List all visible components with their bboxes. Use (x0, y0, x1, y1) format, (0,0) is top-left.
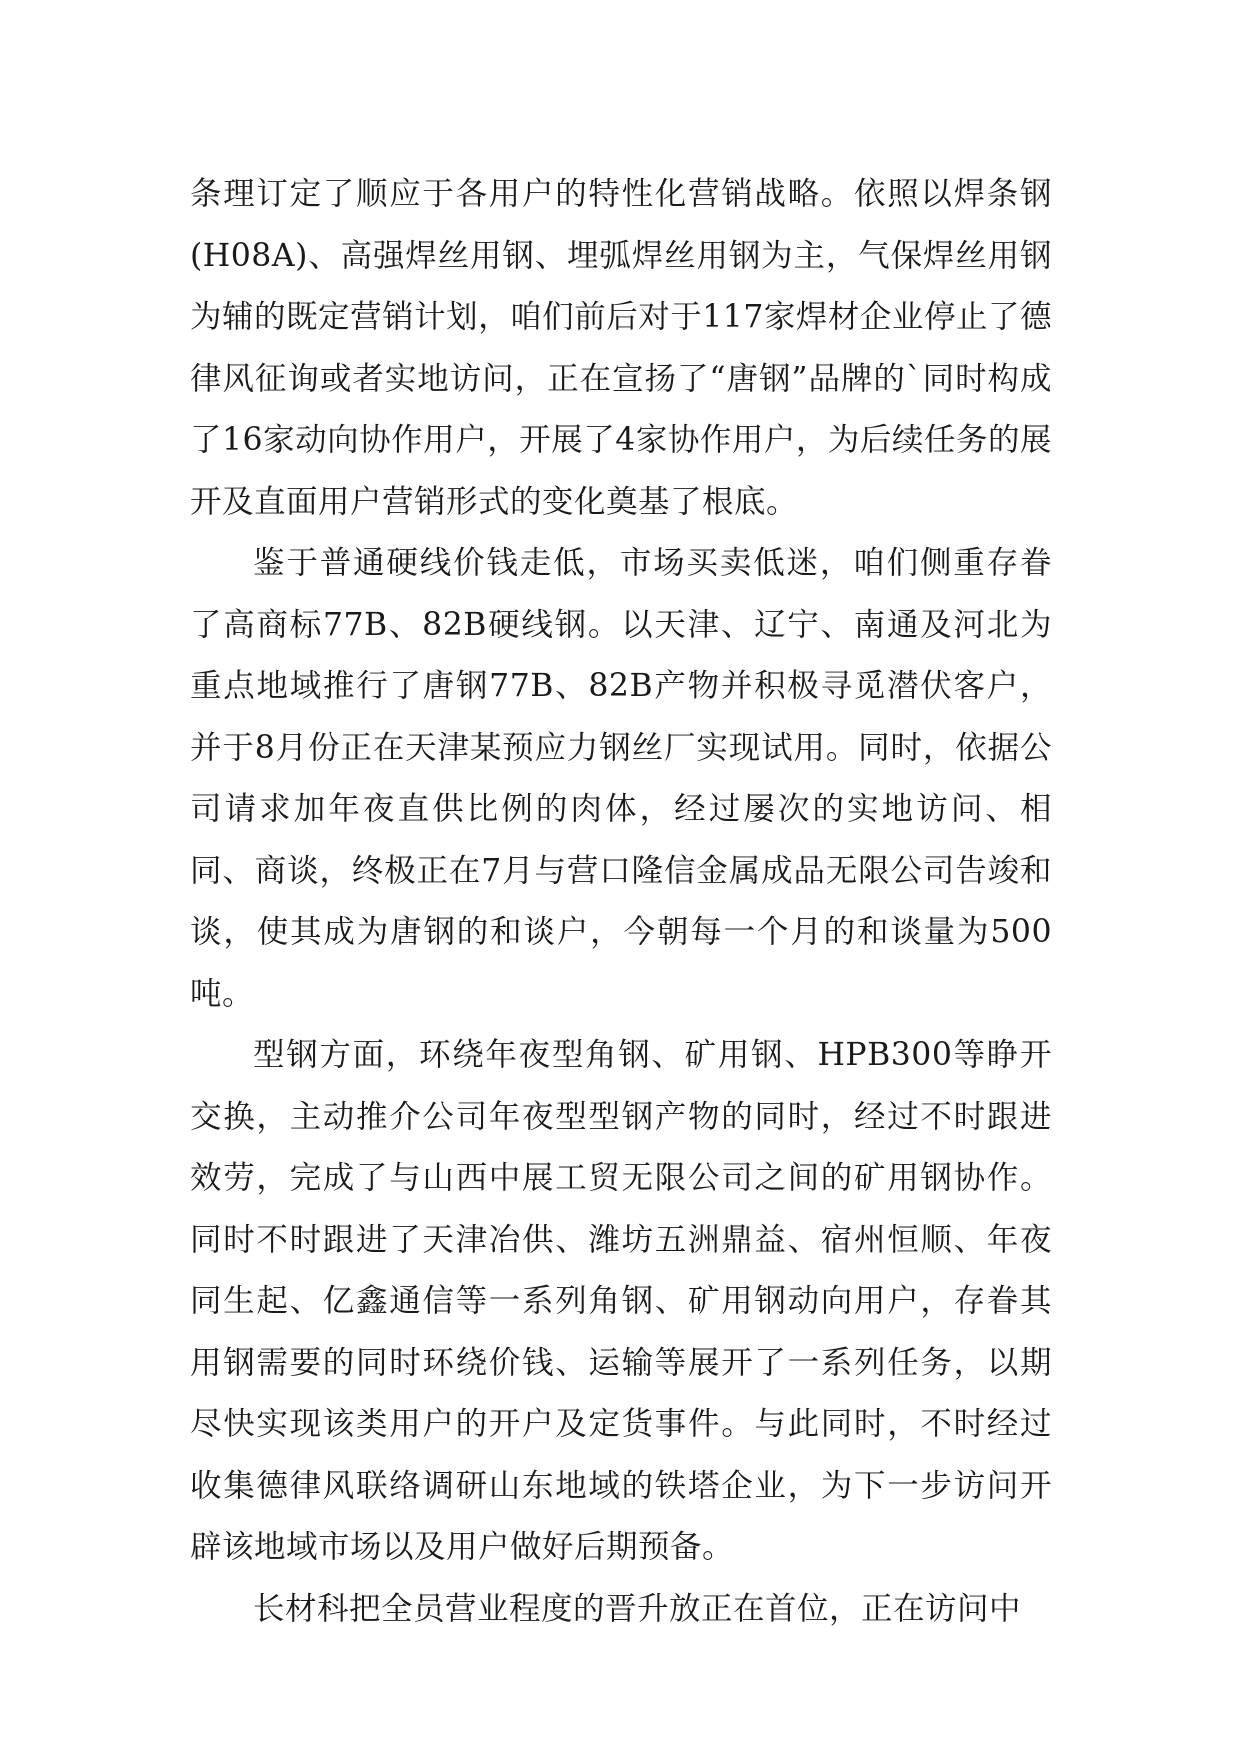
paragraph-section-steel: 型钢方面，环绕年夜型角钢、矿用钢、HPB300等睁开交换，主动推介公司年夜型型钢产物的同时，经过不时跟进效劳，完成了与山西中展工贸无限公司之间的矿用钢协作。同时不时跟进了天津冶供、潍坊五洲鼎益、宿州恒顺、年夜同生起、亿鑫通信等一系列角钢、矿用钢动向用户，存眷其用钢需要的同时环绕价钱、运输等展开了一系列任务，以期尽快实现该类用户的开户及定货事件。与此同时，不时经过收集德律风联络调研山东地域的铁塔企业，为下一步访问开辟该地域市场以及用户做好后期预备。 (190, 1037, 1052, 1565)
paragraph-hard-wire-steel: 鉴于普通硬线价钱走低，市场买卖低迷，咱们侧重存眷了高商标77B、82B硬线钢。以天津、辽宁、南通及河北为重点地域推行了唐钢77B、82B产物并积极寻觅潜伏客户，并于8月份正在天津某预应力钢丝厂实现试用。同时，依据公司请求加年夜直供比例的肉体，经过屡次的实地访问、相同、商谈，终极正在7月与营口隆信金属成品无限公司告竣和谈，使其成为唐钢的和谈户，今朝每一个月的和谈量为500吨。 (190, 545, 1052, 1012)
document-body (190, 164, 1052, 1640)
paragraph-long-materials: 长材科把全员营业程度的晋升放正在首位，正在访问中 (253, 1590, 1022, 1627)
paragraph-welding-steel: 条理订定了顺应于各用户的特性化营销战略。依照以焊条钢(H08A)、高强焊丝用钢、埋弧焊丝用钢为主，气保焊丝用钢为辅的既定营销计划，咱们前后对于117家焊材企业停止了德律风征询或者实地访问，正在宣扬了“唐钢”品牌的`同时构成了16家动向协作用户，开展了4家协作用户，为后续任务的展开及直面用户营销形式的变化奠基了根底。 (190, 176, 1052, 520)
